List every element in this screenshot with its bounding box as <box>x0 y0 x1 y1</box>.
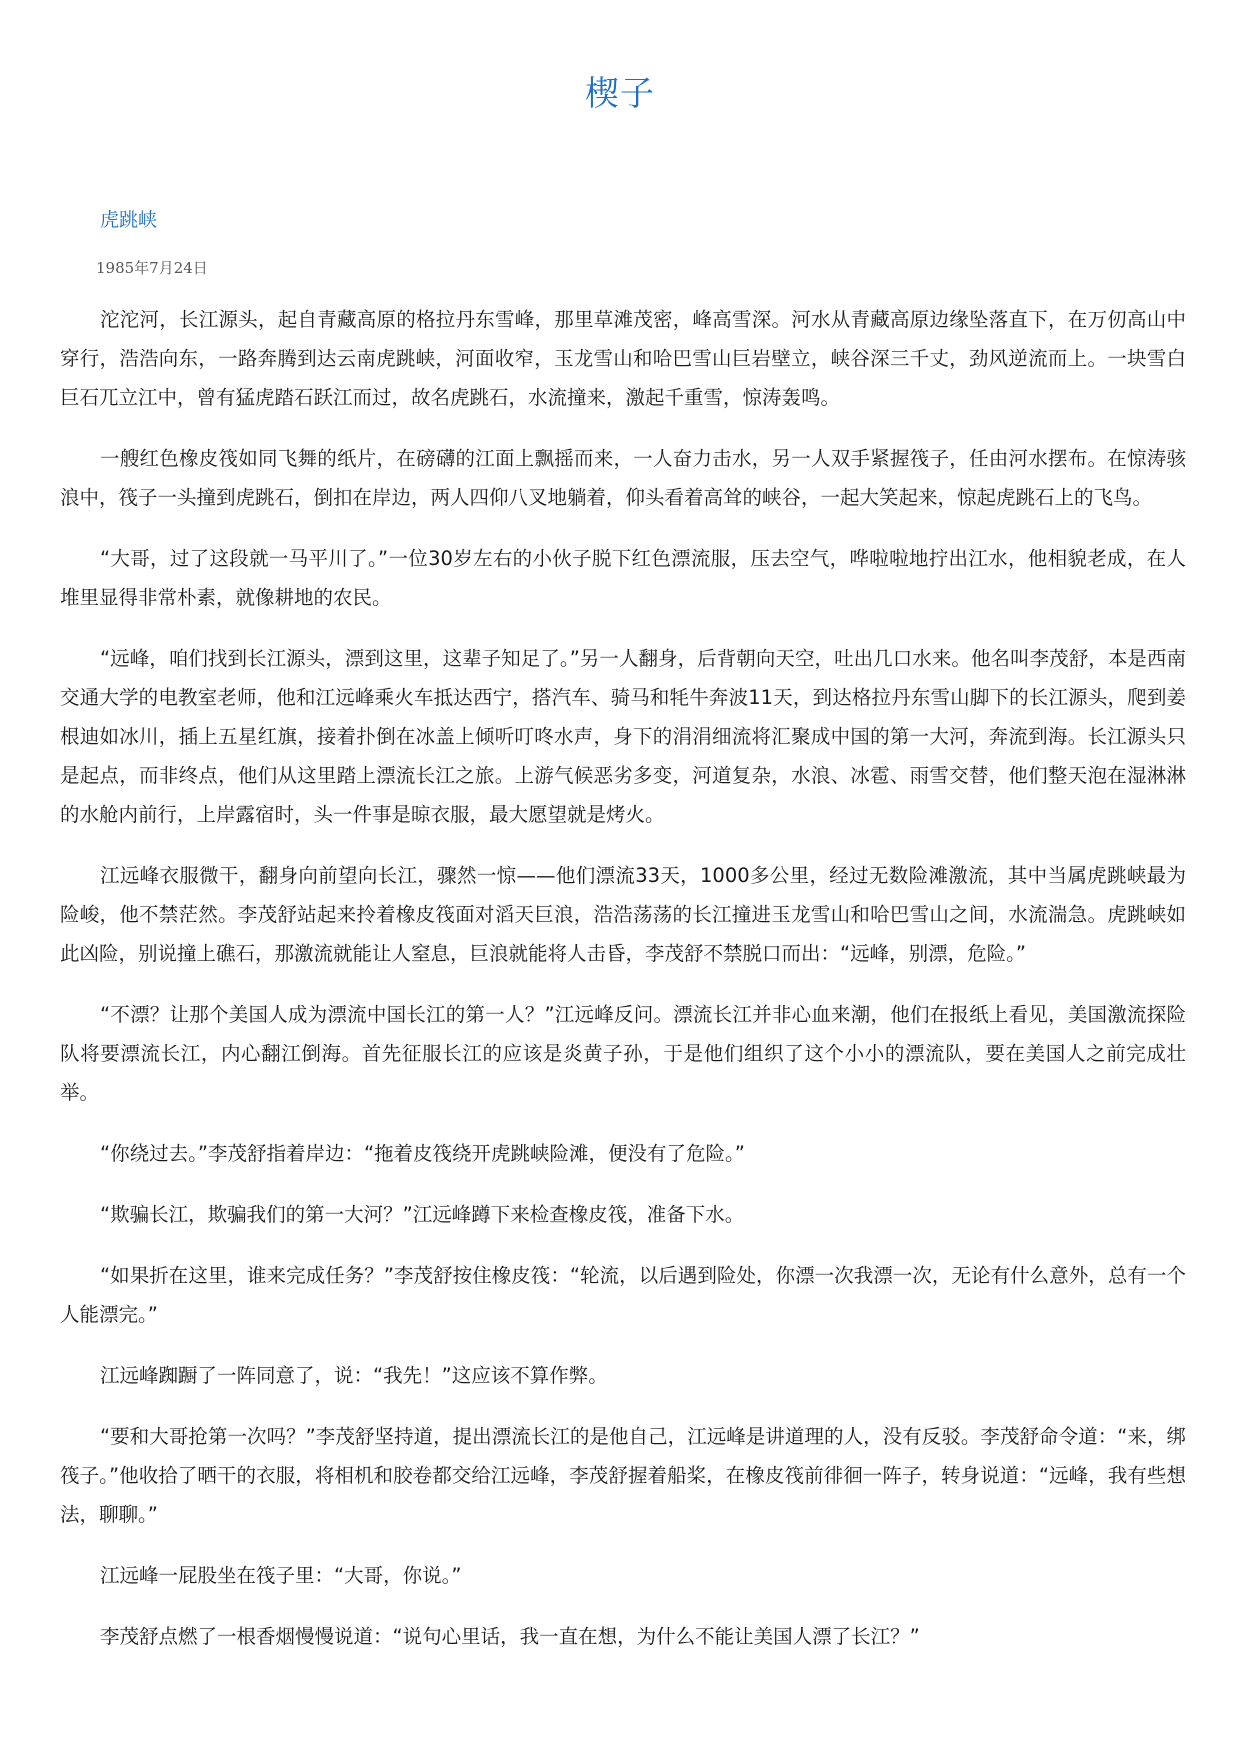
paragraph: “远峰，咱们找到长江源头，漂到这里，这辈子知足了。”另一人翻身，后背朝向天空，吐出几口水来。他名叫李茂舒，本是西南交通大学的电教室老师，他和江远峰乘火车抵达西宁，搭汽车、骑马和牦牛奔波11天，到达格拉丹东雪山脚下的长江源头，爬到姜根迪如冰川，插上五星红旗，接着扑倒在冰盖上倾听叮咚水声，身下的涓涓细流将汇聚成中国的第一大河，奔流到海。长江源头只是起点，而非终点，他们从这里踏上漂流长江之旅。上游气候恶劣多变，河道复杂，水浪、冰雹、雨雪交替，他们整天泡在湿淋淋的水舱内前行，上岸露宿时，头一件事是晾衣服，最大愿望就是烤火。 <box>60 647 1186 826</box>
paragraph: 李茂舒点燃了一根香烟慢慢说道：“说句心里话，我一直在想，为什么不能让美国人漂了长江？” <box>100 1625 920 1648</box>
paragraph: 江远峰一屁股坐在筏子里：“大哥，你说。” <box>100 1564 462 1587</box>
paragraph: “你绕过去。”李茂舒指着岸边：“拖着皮筏绕开虎跳峡险滩，便没有了危险。” <box>100 1142 745 1165</box>
paragraph: “大哥，过了这段就一马平川了。”一位30岁左右的小伙子脱下红色漂流服，压去空气，哗啦啦地拧出江水，他相貌老成，在人堆里显得非常朴素，就像耕地的农民。 <box>60 547 1186 609</box>
paragraph: 江远峰踟蹰了一阵同意了，说：“我先！”这应该不算作弊。 <box>100 1364 608 1387</box>
paragraph: “不漂？让那个美国人成为漂流中国长江的第一人？”江远峰反问。漂流长江并非心血来潮，他们在报纸上看见，美国激流探险队将要漂流长江，内心翻江倒海。首先征服长江的应该是炎黄子孙，于是他们组织了这个小小的漂流队，要在美国人之前完成壮举。 <box>60 1003 1186 1104</box>
section-heading[interactable]: 虎跳峡 <box>100 209 158 231</box>
paragraph: “要和大哥抢第一次吗？”李茂舒坚持道，提出漂流长江的是他自己，江远峰是讲道理的人，没有反驳。李茂舒命令道：“来，绑筏子。”他收拾了晒干的衣服，将相机和胶卷都交给江远峰，李茂舒握着船桨，在橡皮筏前徘徊一阵子，转身说道：“远峰，我有些想法，聊聊。” <box>60 1425 1186 1526</box>
paragraph: 一艘红色橡皮筏如同飞舞的纸片，在磅礴的江面上飘摇而来，一人奋力击水，另一人双手紧握筏子，任由河水摆布。在惊涛骇浪中，筏子一头撞到虎跳石，倒扣在岸边，两人四仰八叉地躺着，仰头看着高耸的峡谷，一起大笑起来，惊起虎跳石上的飞鸟。 <box>60 447 1186 509</box>
paragraph: “欺骗长江，欺骗我们的第一大河？”江远峰蹲下来检查橡皮筏，准备下水。 <box>100 1203 745 1226</box>
paragraph: 沱沱河，长江源头，起自青藏高原的格拉丹东雪峰，那里草滩茂密，峰高雪深。河水从青藏高原边缘坠落直下，在万仞高山中穿行，浩浩向东，一路奔腾到达云南虎跳峡，河面收窄，玉龙雪山和哈巴雪山巨岩壁立，峡谷深三千丈，劲风逆流而上。一块雪白巨石兀立江中，曾有猛虎踏石跃江而过，故名虎跳石，水流撞来，激起千重雪，惊涛轰鸣。 <box>60 308 1186 409</box>
paragraph: 江远峰衣服微干，翻身向前望向长江，骤然一惊——他们漂流33天，1000多公里，经过无数险滩激流，其中当属虎跳峡最为险峻，他不禁茫然。李茂舒站起来拎着橡皮筏面对滔天巨浪，浩浩荡荡的长江撞进玉龙雪山和哈巴雪山之间，水流湍急。虎跳峡如此凶险，别说撞上礁石，那激流就能让人窒息，巨浪就能将人击昏，李茂舒不禁脱口而出：“远峰，别漂，危险。” <box>60 864 1186 965</box>
article-body <box>60 300 1186 1678</box>
chapter-title: 楔子 <box>585 74 655 114</box>
paragraph: “如果折在这里，谁来完成任务？”李茂舒按住橡皮筏：“轮流，以后遇到险处，你漂一次我漂一次，无论有什么意外，总有一个人能漂完。” <box>60 1264 1186 1326</box>
section-date: 1985年7月24日 <box>96 259 208 277</box>
